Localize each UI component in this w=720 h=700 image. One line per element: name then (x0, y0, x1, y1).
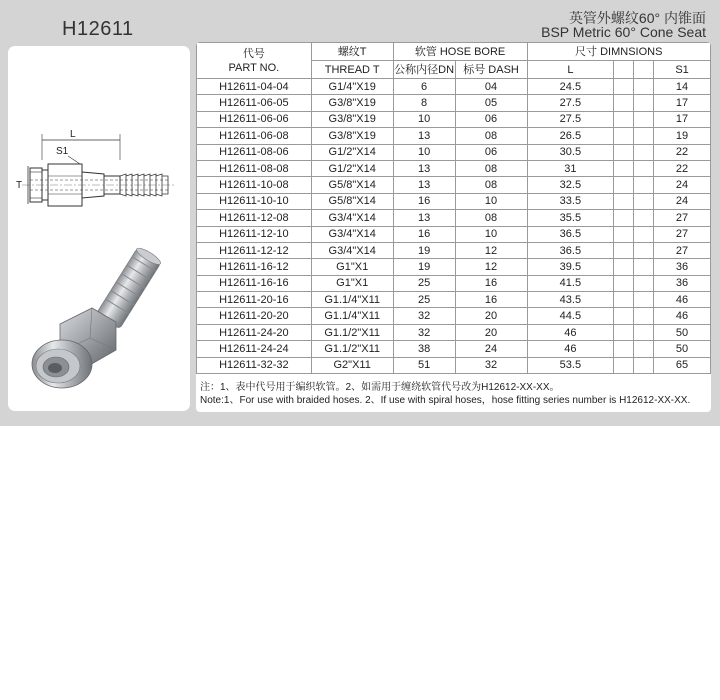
table-row (197, 193, 711, 209)
cell-thread: G1/2"X14 (311, 144, 393, 160)
cell-blank (614, 210, 634, 226)
header-blank-2 (634, 61, 654, 79)
cell-s1: 46 (654, 308, 711, 324)
cell-blank (614, 95, 634, 111)
header-s1: S1 (654, 61, 711, 79)
cell-dash: 10 (455, 226, 527, 242)
cell-thread: G1"X1 (311, 259, 393, 275)
cell-s1: 19 (654, 128, 711, 144)
technical-drawing (8, 124, 190, 224)
cell-part: H12611-12-10 (197, 226, 312, 242)
cell-l: 36.5 (527, 226, 614, 242)
header-thread-en: THREAD T (311, 61, 393, 79)
cell-s1: 27 (654, 226, 711, 242)
header-thread-cn: 螺纹T (311, 43, 393, 61)
cell-part: H12611-04-04 (197, 79, 312, 95)
cell-thread: G1"X1 (311, 275, 393, 291)
cell-blank (634, 177, 654, 193)
cell-s1: 24 (654, 193, 711, 209)
cell-thread: G3/8"X19 (311, 95, 393, 111)
note-english: Note:1、For use with braided hoses. 2、If use with spiral hoses，hose fitting series number is H12612-XX-XX. (200, 395, 691, 406)
cell-l: 36.5 (527, 242, 614, 258)
table-row (197, 160, 711, 176)
cell-s1: 36 (654, 275, 711, 291)
cell-dash: 32 (455, 357, 527, 373)
cell-dn: 13 (393, 177, 455, 193)
note-chinese: 注：1、表中代号用于编织软管。2、如需用于缠绕软管代号改为H12612-XX-XX。 (200, 382, 560, 393)
label-s1: S1 (56, 146, 69, 157)
cell-thread: G1.1/2"X11 (311, 324, 393, 340)
cell-dn: 8 (393, 95, 455, 111)
cell-thread: G3/4"X14 (311, 242, 393, 258)
cell-part: H12611-10-08 (197, 177, 312, 193)
cell-blank (634, 341, 654, 357)
cell-s1: 14 (654, 79, 711, 95)
cell-dash: 04 (455, 79, 527, 95)
table-row (197, 95, 711, 111)
drawing-panel (8, 46, 190, 411)
cell-part: H12611-06-08 (197, 128, 312, 144)
cell-s1: 17 (654, 111, 711, 127)
cell-s1: 27 (654, 242, 711, 258)
cell-blank (634, 275, 654, 291)
cell-s1: 36 (654, 259, 711, 275)
cell-part: H12611-08-08 (197, 160, 312, 176)
cell-l: 44.5 (527, 308, 614, 324)
cell-blank (614, 128, 634, 144)
notes (200, 381, 690, 407)
cell-thread: G1.1/4"X11 (311, 308, 393, 324)
cell-l: 41.5 (527, 275, 614, 291)
cell-blank (634, 144, 654, 160)
cell-part: H12611-16-16 (197, 275, 312, 291)
cell-dn: 19 (393, 259, 455, 275)
cell-dn: 10 (393, 144, 455, 160)
cell-blank (634, 324, 654, 340)
cell-l: 46 (527, 341, 614, 357)
cell-part: H12611-20-20 (197, 308, 312, 324)
cell-blank (614, 357, 634, 373)
cell-thread: G3/8"X19 (311, 128, 393, 144)
cell-thread: G3/4"X14 (311, 226, 393, 242)
table-row (197, 324, 711, 340)
cell-dn: 19 (393, 242, 455, 258)
cell-s1: 27 (654, 210, 711, 226)
cell-dash: 12 (455, 242, 527, 258)
cell-dn: 13 (393, 128, 455, 144)
label-t: T (16, 180, 23, 191)
cell-s1: 17 (654, 95, 711, 111)
table-row (197, 210, 711, 226)
cell-blank (614, 275, 634, 291)
cell-thread: G5/8"X14 (311, 193, 393, 209)
cell-s1: 22 (654, 160, 711, 176)
cell-s1: 65 (654, 357, 711, 373)
cell-s1: 50 (654, 324, 711, 340)
cell-blank (614, 160, 634, 176)
table-row (197, 242, 711, 258)
cell-s1: 24 (654, 177, 711, 193)
cell-part: H12611-20-16 (197, 292, 312, 308)
cell-dash: 12 (455, 259, 527, 275)
cell-l: 26.5 (527, 128, 614, 144)
table-row (197, 308, 711, 324)
cell-l: 39.5 (527, 259, 614, 275)
title-english: BSP Metric 60° Cone Seat (541, 24, 706, 40)
spec-table-panel (196, 42, 711, 412)
cell-blank (634, 292, 654, 308)
cell-part: H12611-12-08 (197, 210, 312, 226)
cell-blank (614, 79, 634, 95)
cell-dash: 06 (455, 111, 527, 127)
cell-dn: 25 (393, 292, 455, 308)
cell-blank (634, 95, 654, 111)
cell-part: H12611-10-10 (197, 193, 312, 209)
cell-dash: 06 (455, 144, 527, 160)
table-row (197, 259, 711, 275)
cell-dn: 16 (393, 226, 455, 242)
cell-dash: 16 (455, 275, 527, 291)
cell-dash: 20 (455, 324, 527, 340)
title-chinese: 英管外螺纹60° 内锥面 (568, 10, 706, 26)
header-hose-bore: 软管 HOSE BORE (393, 43, 527, 61)
cell-blank (614, 324, 634, 340)
cell-dn: 38 (393, 341, 455, 357)
cell-blank (634, 111, 654, 127)
cell-part: H12611-24-24 (197, 341, 312, 357)
cell-s1: 22 (654, 144, 711, 160)
cell-l: 27.5 (527, 95, 614, 111)
cell-s1: 46 (654, 292, 711, 308)
cell-l: 24.5 (527, 79, 614, 95)
cell-l: 43.5 (527, 292, 614, 308)
table-row (197, 128, 711, 144)
cell-blank (614, 242, 634, 258)
cell-blank (614, 292, 634, 308)
cell-thread: G1/4"X19 (311, 79, 393, 95)
cell-l: 31 (527, 160, 614, 176)
cell-blank (634, 308, 654, 324)
cell-l: 35.5 (527, 210, 614, 226)
cell-thread: G1.1/4"X11 (311, 292, 393, 308)
header-dn: 公称内径DN (393, 61, 455, 79)
cell-part: H12611-06-05 (197, 95, 312, 111)
cell-dash: 10 (455, 193, 527, 209)
cell-blank (634, 210, 654, 226)
cell-dn: 25 (393, 275, 455, 291)
cell-blank (634, 193, 654, 209)
cell-dash: 05 (455, 95, 527, 111)
table-row (197, 226, 711, 242)
cell-s1: 50 (654, 341, 711, 357)
cell-blank (634, 259, 654, 275)
table-row (197, 111, 711, 127)
cell-l: 33.5 (527, 193, 614, 209)
table-row (197, 292, 711, 308)
cell-blank (614, 144, 634, 160)
cell-part: H12611-06-06 (197, 111, 312, 127)
cell-part: H12611-24-20 (197, 324, 312, 340)
header-blank-1 (614, 61, 634, 79)
label-l: L (70, 129, 76, 140)
cell-thread: G1/2"X14 (311, 160, 393, 176)
product-photo (8, 246, 190, 406)
cell-blank (634, 226, 654, 242)
cell-blank (614, 193, 634, 209)
spec-table (196, 42, 711, 374)
cell-dn: 13 (393, 210, 455, 226)
table-row (197, 177, 711, 193)
cell-l: 27.5 (527, 111, 614, 127)
cell-dash: 16 (455, 292, 527, 308)
cell-blank (614, 308, 634, 324)
cell-blank (634, 79, 654, 95)
cell-dash: 08 (455, 128, 527, 144)
cell-dash: 08 (455, 210, 527, 226)
cell-blank (614, 177, 634, 193)
cell-dn: 32 (393, 324, 455, 340)
cell-dn: 51 (393, 357, 455, 373)
cell-blank (614, 111, 634, 127)
cell-thread: G3/4"X14 (311, 210, 393, 226)
cell-blank (634, 160, 654, 176)
cell-part: H12611-08-06 (197, 144, 312, 160)
cell-dn: 16 (393, 193, 455, 209)
table-row (197, 144, 711, 160)
cell-dn: 13 (393, 160, 455, 176)
cell-part: H12611-12-12 (197, 242, 312, 258)
cell-dn: 32 (393, 308, 455, 324)
cell-dn: 6 (393, 79, 455, 95)
table-row (197, 275, 711, 291)
header-dims: 尺寸 DIMNSIONS (527, 43, 711, 61)
cell-part: H12611-32-32 (197, 357, 312, 373)
cell-blank (634, 128, 654, 144)
cell-blank (634, 357, 654, 373)
cell-dash: 20 (455, 308, 527, 324)
header-part-cn: 代号 (242, 47, 265, 60)
cell-l: 30.5 (527, 144, 614, 160)
cell-thread: G1.1/2"X11 (311, 341, 393, 357)
cell-part: H12611-16-12 (197, 259, 312, 275)
cell-dash: 08 (455, 177, 527, 193)
table-row (197, 341, 711, 357)
table-row (197, 357, 711, 373)
model-number: H12611 (62, 18, 134, 40)
cell-l: 53.5 (527, 357, 614, 373)
cell-thread: G3/8"X19 (311, 111, 393, 127)
header-l: L (527, 61, 614, 79)
header-part (197, 43, 312, 79)
cell-thread: G5/8"X14 (311, 177, 393, 193)
cell-blank (634, 242, 654, 258)
table-row (197, 79, 711, 95)
cell-blank (614, 226, 634, 242)
cell-dash: 08 (455, 160, 527, 176)
cell-dn: 10 (393, 111, 455, 127)
cell-l: 46 (527, 324, 614, 340)
cell-thread: G2"X11 (311, 357, 393, 373)
header-dash: 标号 DASH (455, 61, 527, 79)
cell-blank (614, 259, 634, 275)
cell-blank (614, 341, 634, 357)
header-part-en: PART NO. (228, 61, 280, 74)
cell-l: 32.5 (527, 177, 614, 193)
cell-dash: 24 (455, 341, 527, 357)
